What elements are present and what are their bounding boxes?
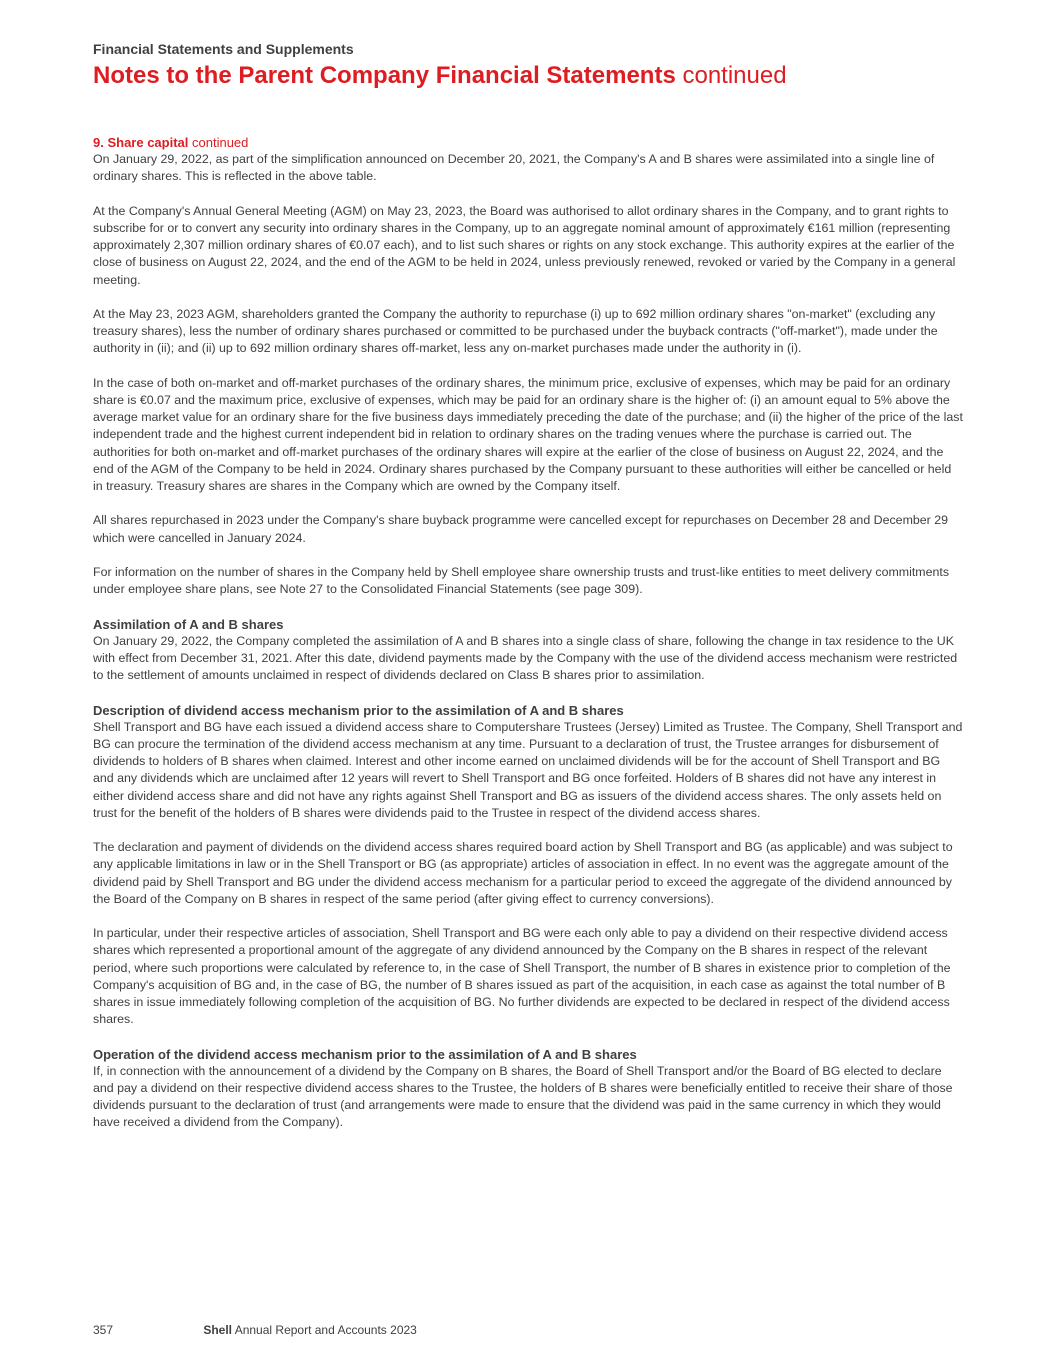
subheading-assimilation: Assimilation of A and B shares <box>93 616 284 632</box>
subheading-operation: Operation of the dividend access mechanism prior to the assimilation of A and B shares <box>93 1046 637 1062</box>
paragraph: In particular, under their respective articles of association, Shell Transport and BG were each only able to pay a dividend on their respective dividend access shares which represented a proportional amount of the aggregate of any dividend announced by the Company on the B shares in respect of the relevant period, where such proportions were calculated by reference to, in the case of Shell Transport, the number of B shares in existence prior to completion of the Company's acquisition of BG and, in the case of BG, the number of B shares issued as part of the acquisition, in each case as against the total number of B shares in issue immediately following completion of the acquisition of BG. No further dividends are expected to be declared in respect of the dividend access shares. <box>93 926 951 1027</box>
page-title-text: Notes to the Parent Company Financial Statements <box>93 62 676 89</box>
paragraph: On January 29, 2022, as part of the simplification announced on December 20, 2021, the Company's A and B shares were assimilated into a single line of ordinary shares. This is reflected in the above table. <box>93 152 935 184</box>
paragraph: If, in connection with the announcement of a dividend by the Company on B shares, the Board of Shell Transport and/or the Board of BG elected to declare and pay a dividend on their respective dividend access shares to the Trustee, the holders of B shares were beneficially entitled to receive their share of those dividends pursuant to the declaration of trust (and arrangements were made to ensure that the dividend was paid in the same currency in which they would have received a dividend from the Company). <box>93 1063 953 1130</box>
note-heading <box>93 134 963 151</box>
page-title <box>93 62 787 90</box>
note-heading-continued: continued <box>192 135 249 150</box>
page-title-continued: continued <box>682 62 787 89</box>
paragraph: The declaration and payment of dividends on the dividend access shares required board action by Shell Transport and BG (as applicable) and was subject to any applicable limitations in law or in the Shell Transport or BG (as appropriate) articles of association in effect. In no event was the aggregate amount of the dividend paid by Shell Transport and BG under the dividend access mechanism for a particular period to exceed the aggregate of the dividend announced by the Board of the Company on B shares in respect of the same period (after giving effect to currency conversions). <box>93 840 953 906</box>
page-number: 357 <box>93 1323 114 1337</box>
subheading-description: Description of dividend access mechanism prior to the assimilation of A and B shares <box>93 702 624 718</box>
paragraph: In the case of both on-market and off-market purchases of the ordinary shares, the minimum price, exclusive of expenses, which may be paid for an ordinary share is €0.07 and the maximum price, exclusive of expenses, which may be paid for an ordinary share is the higher of: (i) an amount equal to 5% above the average market value for an ordinary share for the five business days immediately preceding the date of the purchase; and (ii) the higher of the price of the last independent trade and the highest current independent bid in relation to ordinary shares on the trading venues where the purchase is carried out. The authorities for both on-market and off-market purchases of the ordinary shares will expire at the earlier of the close of business on August 22, 2024, and the end of the AGM of the Company to be held in 2024. Ordinary shares purchased by the Company pursuant to these authorities will either be cancelled or held in treasury. Treasury shares are shares in the Company which are owned by the Company itself. <box>93 375 963 494</box>
paragraph: Shell Transport and BG have each issued a dividend access share to Computershare Trustees (Jersey) Limited as Trustee. The Company, Shell Transport and BG can procure the termination of the dividend access mechanism at any time. Pursuant to a declaration of trust, the Trustee arranges for disbursement of dividends to holders of B shares when claimed. Interest and other income earned on unclaimed dividends will be for the account of Shell Transport and BG and any dividends which are unclaimed after 12 years will revert to Shell Transport and BG once forfeited. Holders of B shares did not have any interest in either dividend access share and did not have any rights against Shell Transport and BG as issuers of the dividend access shares. The only assets held on trust for the benefit of the holders of B shares were dividends paid to the Trustee in respect of the dividend access shares. <box>93 719 963 820</box>
paragraph: At the May 23, 2023 AGM, shareholders granted the Company the authority to repurchase (i) up to 692 million ordinary shares "on-market" (excluding any treasury shares), less the number of ordinary shares purchased or committed to be purchased under the buyback contracts ("off-market"), made under the authority in (ii); and (ii) up to 692 million ordinary shares off-market, less any on-market purchases made under the authority in (i). <box>93 307 938 356</box>
section-label: Financial Statements and Supplements <box>93 41 354 57</box>
note-heading-text: 9. Share capital <box>93 135 189 150</box>
brand-name: Shell <box>203 1323 233 1337</box>
page-footer <box>93 1323 417 1337</box>
paragraph: At the Company's Annual General Meeting (AGM) on May 23, 2023, the Board was authorised to allot ordinary shares in the Company, and to grant rights to subscribe for or to convert any security into ordinary shares in the Company, up to an aggregate nominal amount of approximately €161 million (representing approximately 2,307 million ordinary shares of €0.07 each), and to list such shares or rights on any stock exchange. This authority expires at the earlier of the close of business on August 22, 2024, and the end of the AGM to be held in 2024, unless previously renewed, revoked or varied by the Company in a general meeting. <box>93 203 956 287</box>
report-name: Annual Report and Accounts 2023 <box>234 1323 417 1337</box>
paragraph: All shares repurchased in 2023 under the Company's share buyback programme were cancelled except for repurchases on December 28 and December 29 which were cancelled in January 2024. <box>93 513 949 545</box>
paragraph: On January 29, 2022, the Company completed the assimilation of A and B shares into a single class of share, following the change in tax residence to the UK with effect from December 31, 2021. After this date, dividend payments made by the Company with the use of the dividend access mechanism were restricted to the settlement of amounts unclaimed in respect of dividends declared on Class B shares prior to assimilation. <box>93 633 958 683</box>
paragraph: For information on the number of shares in the Company held by Shell employee share ownership trusts and trust-like entities to meet delivery commitments under employee share plans, see Note 27 to the Consolidated Financial Statements (see page 309). <box>93 565 950 597</box>
page-content <box>93 134 963 1149</box>
